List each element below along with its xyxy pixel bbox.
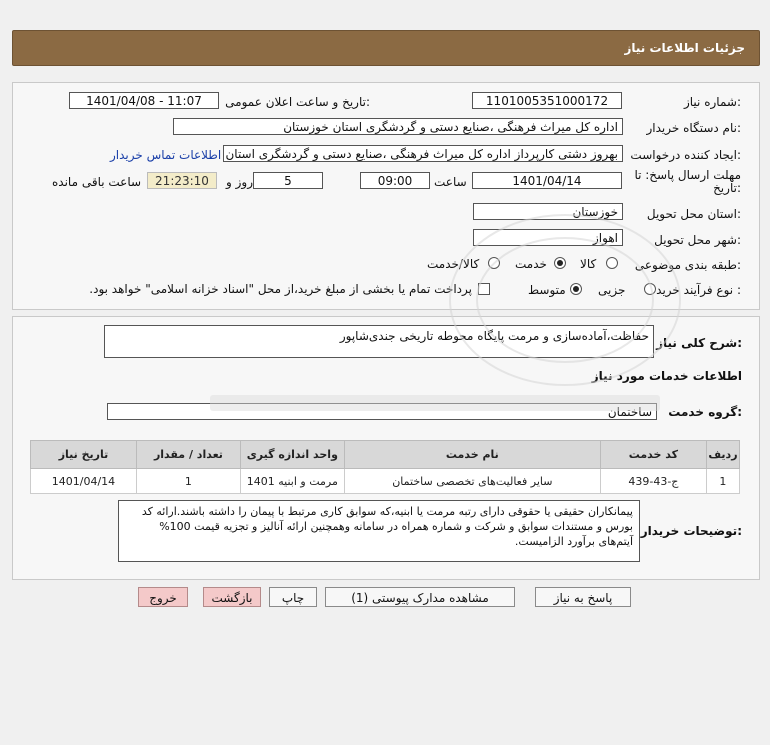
services-section-title: اطلاعات خدمات مورد نیاز <box>591 369 742 383</box>
service-group-field: ساختمان <box>107 403 657 420</box>
summary-label: شرح کلی نیاز: <box>656 336 742 350</box>
need-number-label: شماره نیاز: <box>683 95 741 109</box>
process-option-minor: جزیی <box>598 283 626 297</box>
service-group-label: گروه خدمت: <box>668 405 742 419</box>
process-type-label: نوع فرآیند خرید : <box>656 283 741 297</box>
time-remaining-field: 21:23:10 <box>147 172 217 189</box>
col-qty-header: تعداد / مقدار <box>136 441 240 469</box>
category-option-goods: کالا <box>580 257 597 271</box>
deadline-time-field: 09:00 <box>360 172 430 189</box>
announce-date-field: 1401/04/08 - 11:07 <box>69 92 219 109</box>
deadline-date-field: 1401/04/14 <box>472 172 622 189</box>
buyer-contact-link[interactable]: اطلاعات تماس خریدار <box>110 148 222 162</box>
buyer-org-field: اداره کل میراث فرهنگی ،صنایع دستی و گردشگری استان خوزستان <box>173 118 623 135</box>
print-button[interactable]: چاپ <box>269 587 317 607</box>
back-button[interactable]: بازگشت <box>203 587 261 607</box>
treasury-payment-checkbox[interactable] <box>478 283 490 295</box>
view-attachments-button[interactable]: مشاهده مدارک پیوستی (1) <box>325 587 515 607</box>
buyer-org-label: نام دستگاه خریدار: <box>646 121 741 135</box>
deadline-time-label: ساعت <box>434 175 467 189</box>
province-field: خوزستان <box>473 203 623 220</box>
province-label: استان محل تحویل: <box>646 207 741 221</box>
page-title: جزئیات اطلاعات نیاز <box>624 41 745 55</box>
page-header <box>12 30 760 66</box>
cell-code: ج-43-439 <box>600 469 706 494</box>
cell-row: 1 <box>706 469 739 494</box>
category-label: طبقه بندی موضوعی: <box>634 258 741 272</box>
time-remaining-label: ساعت باقی مانده <box>52 175 142 189</box>
cell-unit: مرمت و ابنیه 1401 <box>240 469 344 494</box>
announce-date-label: تاریخ و ساعت اعلان عمومی: <box>225 95 370 109</box>
category-option-goods-service: کالا/خدمت <box>427 257 480 271</box>
col-code-header: کد خدمت <box>600 441 706 469</box>
category-option-service: خدمت <box>515 257 547 271</box>
services-table <box>30 440 740 494</box>
category-radio-goods-service[interactable] <box>488 257 500 269</box>
cell-name: سایر فعالیت‌های تخصصی ساختمان <box>344 469 600 494</box>
table-row <box>31 469 740 494</box>
deadline-date-label: تاریخ: <box>713 181 741 195</box>
need-info-panel <box>12 82 760 310</box>
summary-field: حفاظت،آماده‌سازی و مرمت پایگاه محوطه تاریخی جندی‌شاپور <box>104 325 654 358</box>
category-radio-service[interactable] <box>554 257 566 269</box>
col-unit-header: واحد اندازه گیری <box>240 441 344 469</box>
table-header-row <box>31 441 740 469</box>
col-name-header: نام خدمت <box>344 441 600 469</box>
buyer-notes-label: توضیحات خریدار: <box>640 524 742 538</box>
category-radio-goods[interactable] <box>606 257 618 269</box>
col-date-header: تاریخ نیاز <box>31 441 137 469</box>
reply-button[interactable]: پاسخ به نیاز <box>535 587 631 607</box>
process-radio-medium[interactable] <box>570 283 582 295</box>
process-option-medium: متوسط <box>528 283 566 297</box>
city-label: شهر محل تحویل: <box>654 233 741 247</box>
deadline-label: مهلت ارسال پاسخ: تا <box>634 168 741 182</box>
process-radio-minor[interactable] <box>644 283 656 295</box>
request-creator-field: بهروز دشتی کارپرداز اداره کل میراث فرهنگی ،صنایع دستی و گردشگری استان <box>223 145 623 162</box>
exit-button[interactable]: خروج <box>138 587 188 607</box>
cell-qty: 1 <box>136 469 240 494</box>
request-creator-label: ایجاد کننده درخواست: <box>630 148 741 162</box>
days-label: روز و <box>226 175 253 189</box>
city-field: اهواز <box>473 229 623 246</box>
days-remaining-field: 5 <box>253 172 323 189</box>
need-number-field: 1101005351000172 <box>472 92 622 109</box>
col-row-header: ردیف <box>706 441 739 469</box>
cell-date: 1401/04/14 <box>31 469 137 494</box>
buyer-notes-field: پیمانکاران حقیقی یا حقوقی دارای رتبه مرمت یا ابنیه،که سوابق کاری مرتبط با پیمان را داشته باشند.ارائه کد بورس و مستندات سوابق و شرکت و شماره همراه در سامانه وهمچنین ارائه آنالیز و تجزیه قیمت 100% آیتم‌های برآورد الزامیست. <box>118 500 640 562</box>
treasury-payment-text: پرداخت تمام یا بخشی از مبلغ خرید،از محل "اسناد خزانه اسلامی" خواهد بود. <box>89 282 472 296</box>
